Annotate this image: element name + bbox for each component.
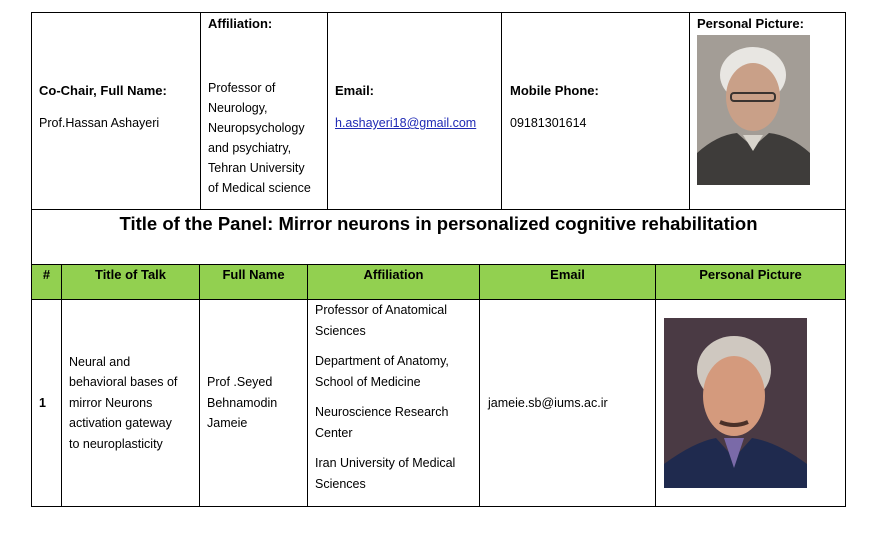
co-chair-email-link[interactable]: h.ashayeri18@gmail.com — [335, 116, 477, 130]
affiliation-paragraph: Professor of Anatomical Sciences — [315, 303, 448, 338]
speaker-email: jameie.sb@iums.ac.ir — [488, 395, 608, 410]
speaker-affiliation-cell — [308, 300, 480, 507]
co-chair-table — [31, 12, 846, 265]
co-chair-phone-cell — [502, 13, 689, 209]
talk-title-line: mirror Neurons — [69, 395, 153, 410]
header-title-of-talk: Title of Talk — [62, 265, 200, 300]
speaker-name-cell — [200, 300, 308, 507]
header-email: Email — [480, 265, 656, 300]
affiliation-paragraph: Neuroscience Research Center — [315, 405, 449, 440]
talk-title-line: to neuroplasticity — [69, 436, 163, 451]
affiliation-line: and psychiatry, — [208, 141, 292, 155]
affiliation-line: of Medical science — [208, 181, 311, 195]
co-chair-picture-cell — [690, 13, 845, 209]
speaker-name-line: Jameie — [207, 416, 248, 431]
co-chair-picture-label: Personal Picture: — [697, 16, 804, 31]
talks-header-row — [32, 265, 846, 300]
header-number: # — [32, 265, 62, 300]
portrait-image — [697, 35, 810, 185]
co-chair-phone-label: Mobile Phone: — [510, 83, 599, 98]
affiliation-paragraph: Department of Anatomy, School of Medicine — [315, 354, 449, 389]
panel-title-cell — [32, 210, 846, 265]
header-affiliation: Affiliation — [308, 265, 480, 300]
row-number-cell — [32, 300, 62, 507]
speaker-picture-cell — [656, 300, 846, 507]
table-row — [32, 300, 846, 507]
co-chair-name-label: Co-Chair, Full Name: — [39, 83, 167, 98]
talk-title-line: activation gateway — [69, 416, 172, 431]
talk-title-line: Neural and — [69, 354, 131, 369]
portrait-image — [664, 318, 807, 488]
speaker-photo — [664, 318, 807, 488]
header-full-name: Full Name — [200, 265, 308, 300]
row-number: 1 — [39, 395, 46, 410]
document — [31, 12, 846, 507]
co-chair-name: Prof.Hassan Ashayeri — [39, 116, 160, 130]
co-chair-affiliation-cell — [201, 13, 327, 209]
affiliation-line: Neurology, — [208, 101, 268, 115]
talks-table — [31, 264, 846, 507]
co-chair-name-cell — [32, 13, 200, 209]
affiliation-line: Tehran University — [208, 161, 305, 175]
speaker-name-line: Prof .Seyed — [207, 375, 273, 390]
co-chair-affiliation-label: Affiliation: — [208, 16, 273, 31]
affiliation-line: Professor of — [208, 81, 276, 95]
affiliation-line: Neuropsychology — [208, 121, 305, 135]
co-chair-phone: 09181301614 — [510, 116, 587, 130]
co-chair-email-label: Email: — [335, 83, 375, 98]
talk-title-cell — [62, 300, 200, 507]
co-chair-affiliation — [208, 78, 311, 198]
speaker-name-line: Behnamodin — [207, 395, 278, 410]
talk-title-line: behavioral bases of — [69, 375, 178, 390]
speaker-email-cell — [480, 300, 656, 507]
panel-title: Title of the Panel: Mirror neurons in personalized cognitive rehabilitation — [119, 213, 758, 234]
header-personal-picture: Personal Picture — [656, 265, 846, 300]
co-chair-email-cell — [328, 13, 501, 209]
affiliation-paragraph: Iran University of Medical Sciences — [315, 456, 456, 491]
co-chair-photo — [697, 35, 810, 185]
